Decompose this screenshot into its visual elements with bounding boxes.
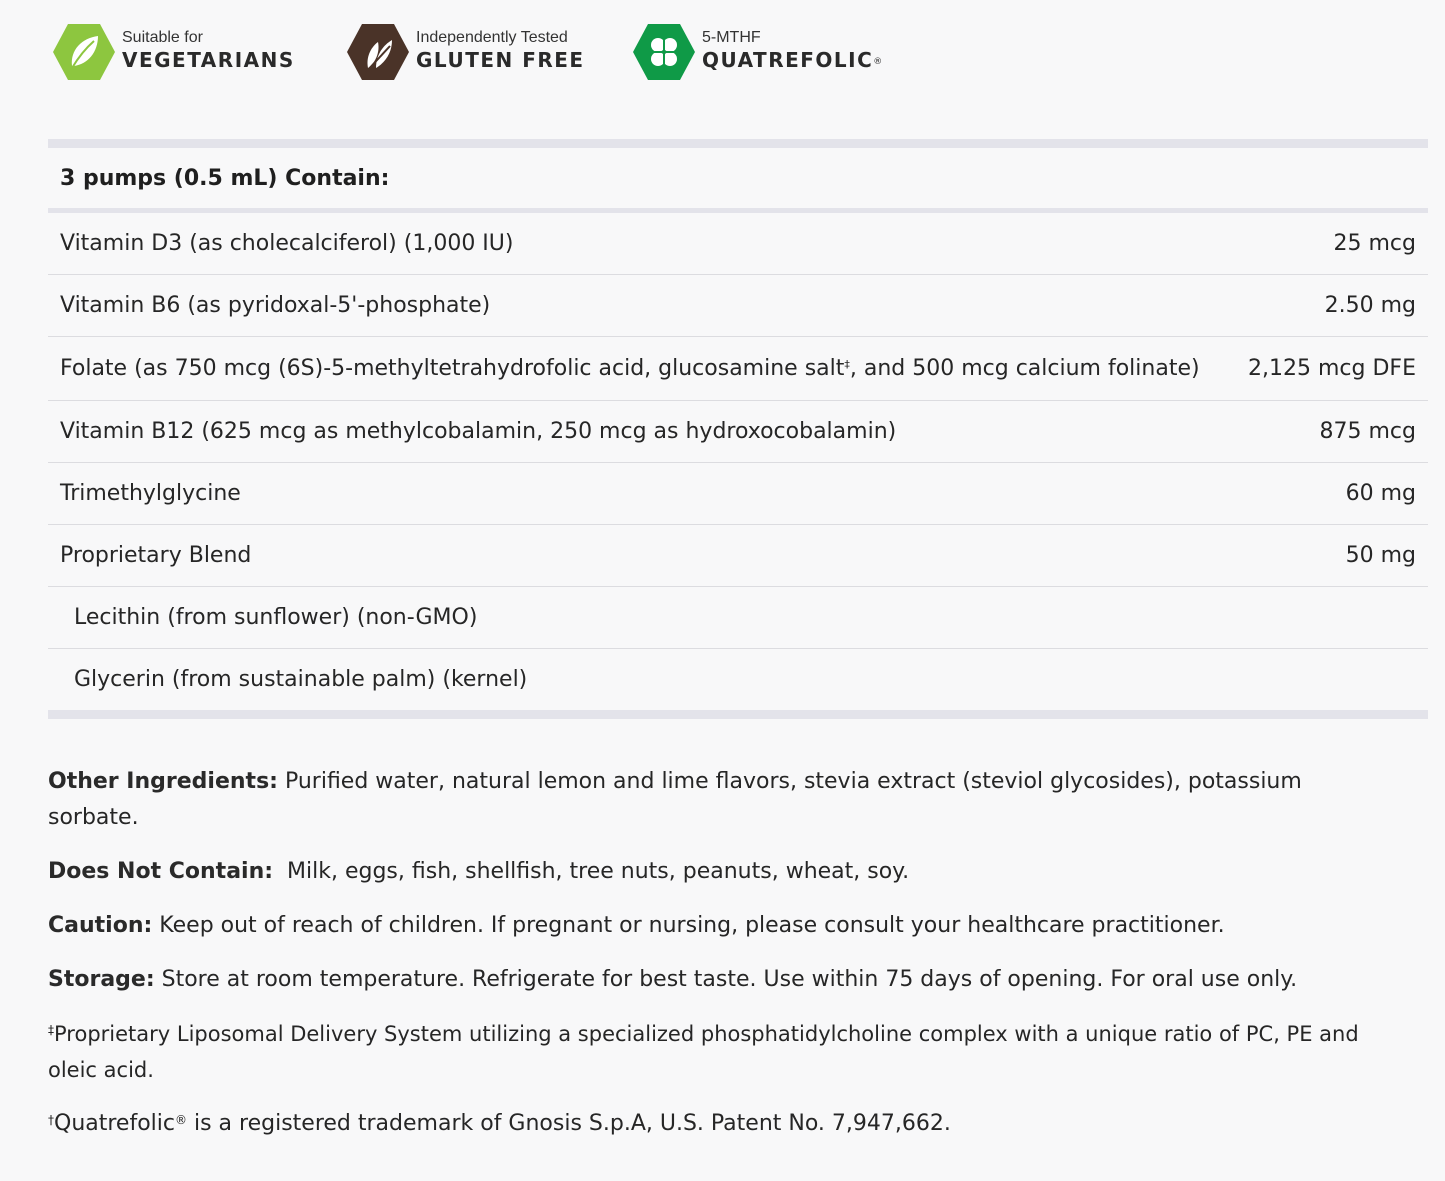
wheat-icon	[346, 22, 410, 82]
badge-small-text: Suitable for	[122, 29, 203, 46]
ingredient-name: Lecithin (from sunflower) (non-GMO)	[74, 605, 478, 630]
ingredient-amount: 2.50 mg	[1324, 293, 1416, 318]
does-not-contain: Does Not Contain: Milk, eggs, fish, shellfish, tree nuts, peanuts, wheat, soy.	[48, 859, 910, 884]
table-row	[48, 463, 1428, 525]
badge-big-text: QUATREFOLIC®	[702, 48, 883, 72]
badge-small-text: 5-MTHF	[702, 29, 761, 46]
ingredient-name: Folate (as 750 mcg (6S)-5-methyltetrahydrofolic acid, glucosamine salt‡, and 500 mcg calcium folinate)	[60, 356, 1200, 381]
caution: Caution: Keep out of reach of children. If pregnant or nursing, please consult your healthcare practitioner.	[48, 913, 1225, 938]
other-ingredients: Other Ingredients: Purified water, natural lemon and lime flavors, stevia extract (steviol glycosides), potassium sorbate.	[48, 769, 1302, 830]
top-divider	[48, 139, 1428, 148]
serving-header: 3 pumps (0.5 mL) Contain:	[60, 165, 390, 191]
footnote-trademark: †Quatrefolic® is a registered trademark of Gnosis S.p.A, U.S. Patent No. 7,947,662.	[48, 1111, 951, 1136]
badge-small-text: Independently Tested	[416, 29, 568, 46]
table-row	[48, 525, 1428, 587]
ingredient-amount: 2,125 mcg DFE	[1248, 356, 1416, 381]
table-row	[48, 213, 1428, 275]
registered-mark: ®	[873, 57, 883, 67]
table-row	[48, 587, 1428, 649]
ingredient-name: Vitamin B6 (as pyridoxal-5'-phosphate)	[60, 293, 491, 318]
ingredient-amount: 60 mg	[1345, 481, 1416, 506]
label-notes	[48, 764, 1388, 1142]
ingredient-amount: 50 mg	[1345, 543, 1416, 568]
bottom-divider	[48, 710, 1428, 719]
footnote-liposomal: ‡Proprietary Liposomal Delivery System utilizing a specialized phosphatidylcholine complex with a unique ratio of PC, PE and oleic acid.	[48, 1022, 1359, 1082]
clover-icon	[632, 22, 696, 82]
table-row	[48, 401, 1428, 463]
footnote-mark: ‡	[844, 358, 850, 371]
ingredient-name: Trimethylglycine	[60, 481, 241, 506]
ingredient-name: Proprietary Blend	[60, 543, 252, 568]
ingredient-name: Vitamin D3 (as cholecalciferol) (1,000 IU)	[60, 231, 514, 256]
table-row	[48, 649, 1428, 710]
badge-big-text: VEGETARIANS	[122, 48, 295, 72]
ingredient-name: Glycerin (from sustainable palm) (kernel)	[74, 667, 528, 692]
ingredient-amount: 25 mcg	[1333, 231, 1416, 256]
badge-big-text: GLUTEN FREE	[416, 48, 585, 72]
table-row	[48, 275, 1428, 337]
supplement-facts-table	[48, 139, 1428, 719]
storage: Storage: Store at room temperature. Refrigerate for best taste. Use within 75 days of opening. For oral use only.	[48, 967, 1298, 992]
leaf-icon	[52, 22, 116, 82]
ingredient-name: Vitamin B12 (625 mcg as methylcobalamin, 250 mcg as hydroxocobalamin)	[60, 419, 897, 444]
table-row	[48, 337, 1428, 401]
ingredient-amount: 875 mcg	[1319, 419, 1416, 444]
